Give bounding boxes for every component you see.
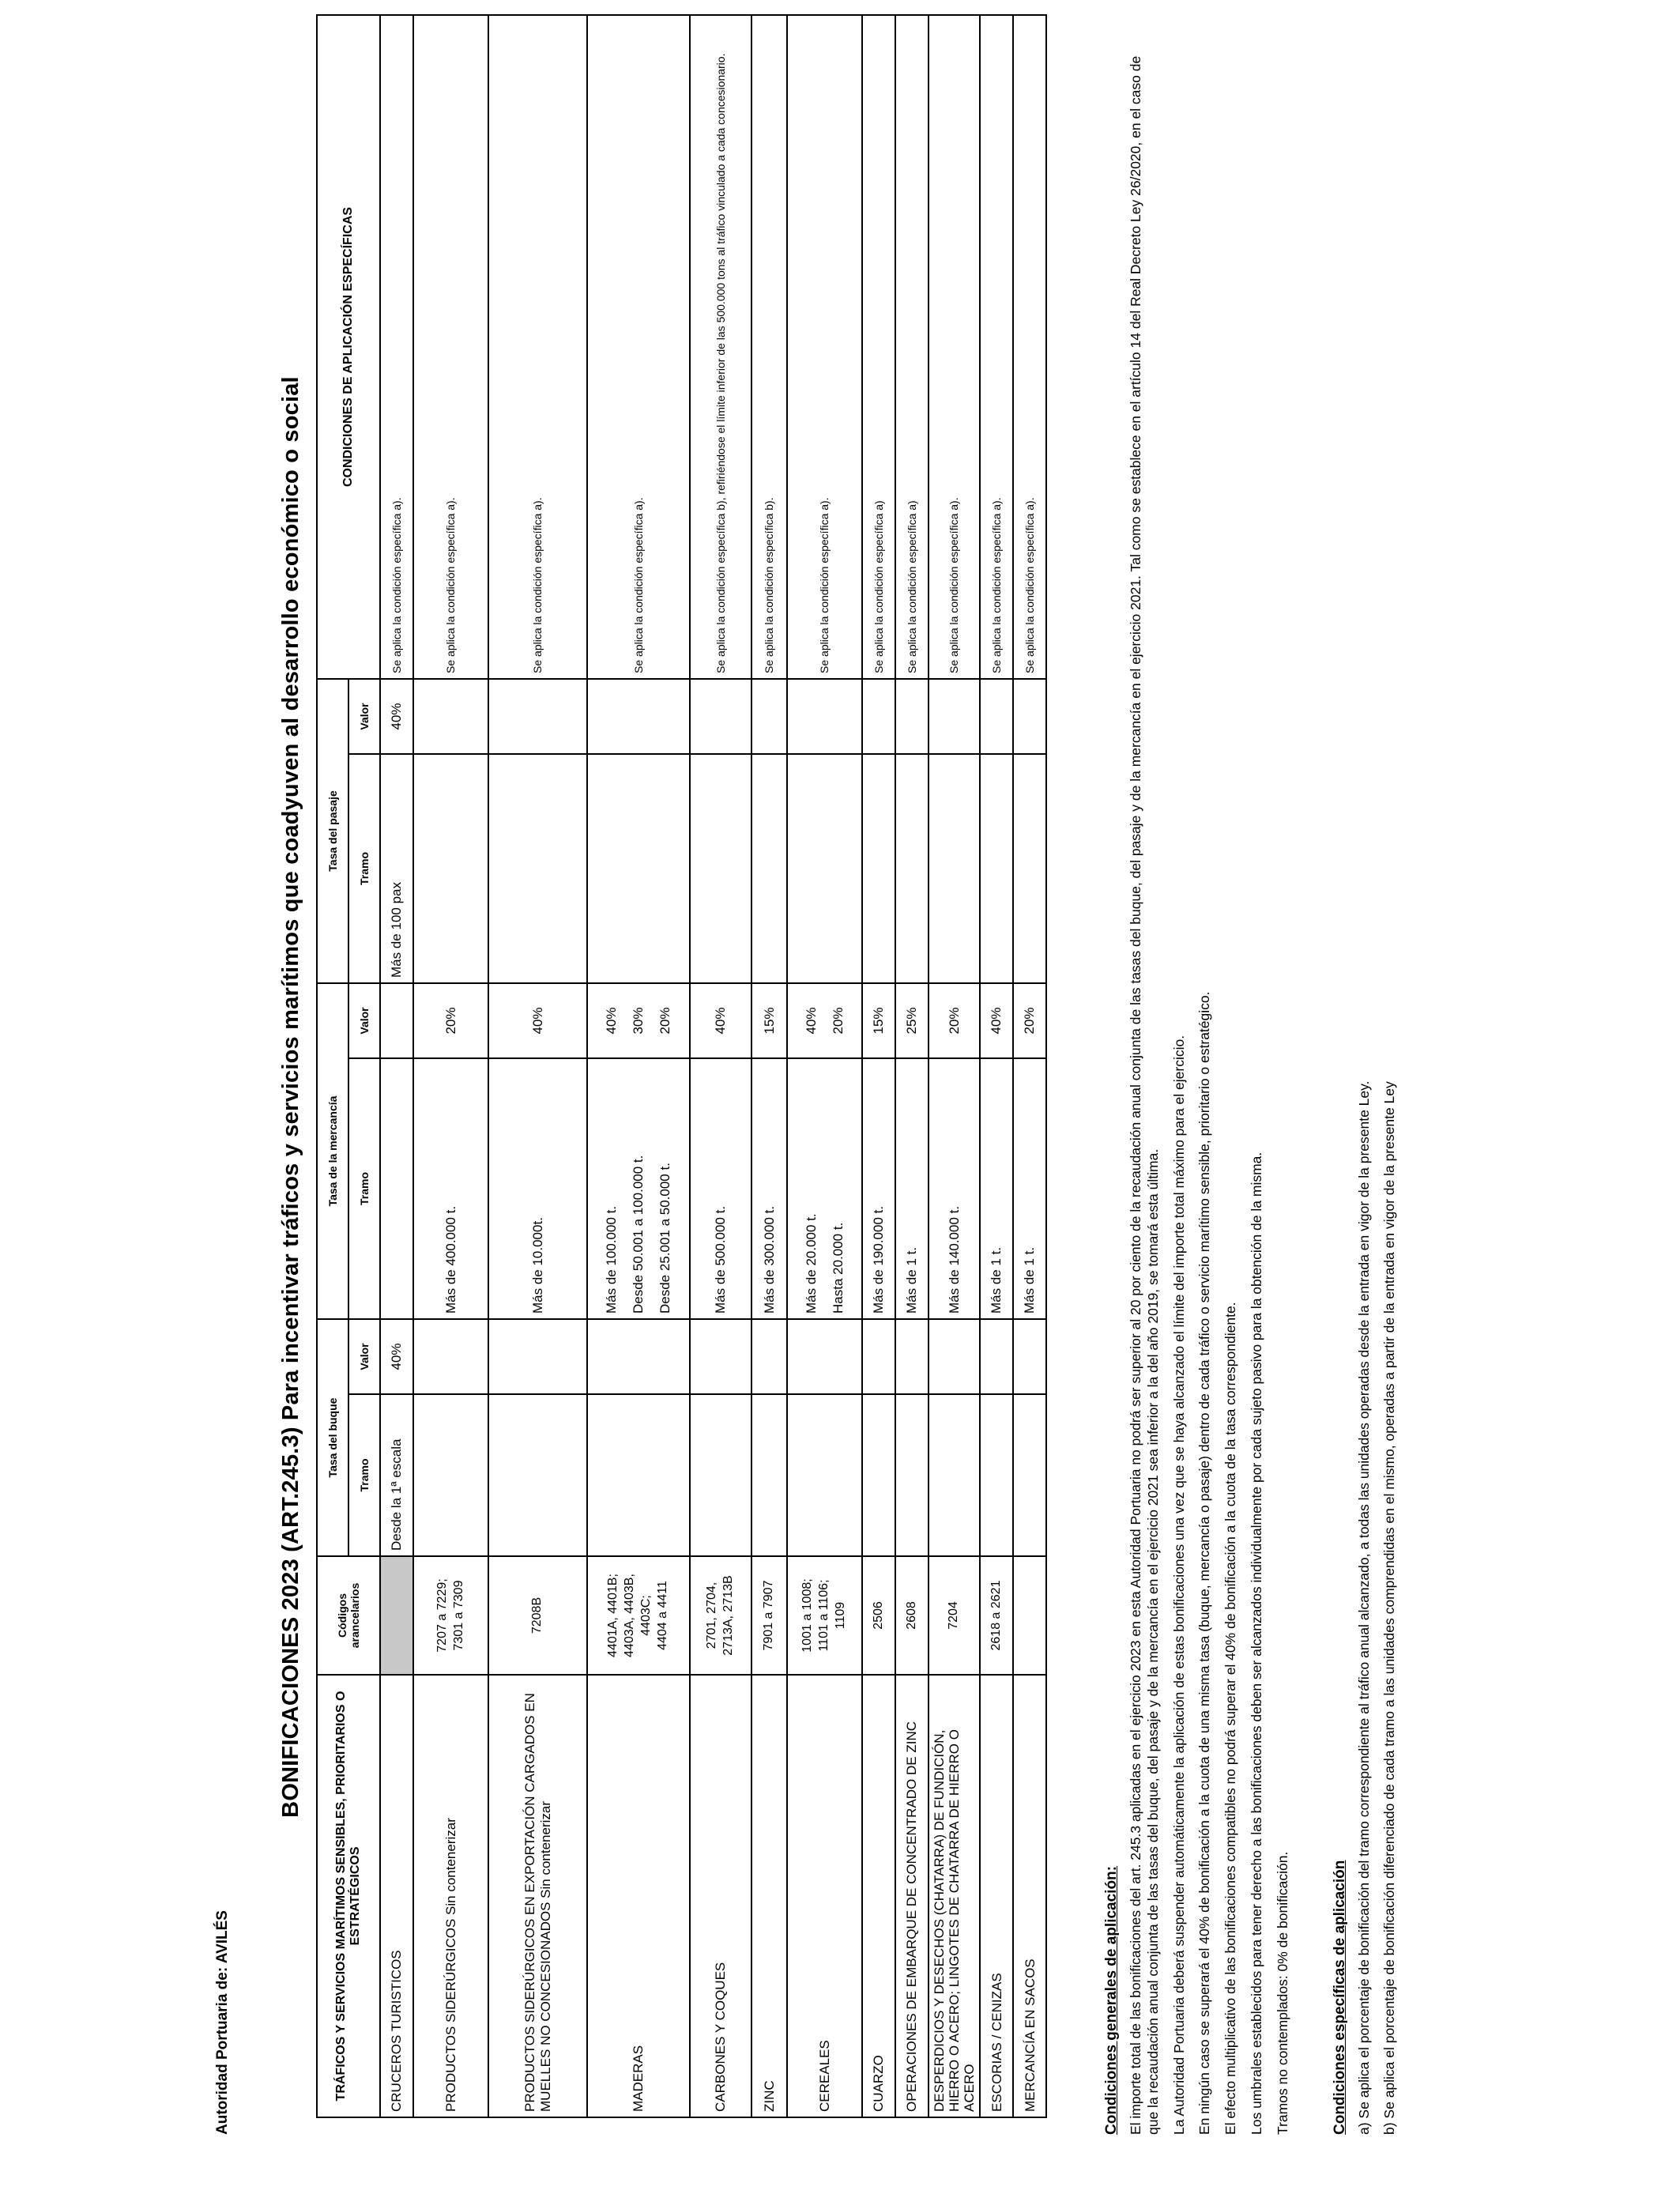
goods-tramo-cell — [862, 1058, 895, 1319]
header-goods-tramo: Tramo — [348, 1058, 380, 1319]
goods-valor-line: 20% — [1022, 1007, 1038, 1035]
header-ship-valor: Valor — [348, 1319, 380, 1394]
ship-tramo-cell — [980, 1394, 1013, 1556]
code-line: 4403C; — [639, 1595, 653, 1636]
pax-tramo-cell — [488, 754, 587, 983]
code-line: 4404 a 4411 — [655, 1581, 669, 1650]
pax-tramo-cell: Más de 100 pax — [380, 754, 413, 983]
codes-cell — [787, 1556, 862, 1675]
goods-valor-line: 15% — [871, 1007, 886, 1035]
pax-valor-cell — [413, 679, 488, 754]
ship-valor-cell — [751, 1319, 787, 1394]
pax-tramo-cell — [751, 754, 787, 983]
goods-tramo-cell — [787, 1058, 862, 1319]
conditions-cell: Se aplica la condición específica b). — [751, 15, 787, 679]
goods-valor-cell — [413, 983, 488, 1058]
traffic-cell: DESPERDICIOS Y DESECHOS (CHATARRA) DE FUNDICIÓN, HIERRO O ACERO; LINGOTES DE CHATARRA DE HIERRO O ACERO — [929, 1675, 980, 2117]
goods-valor-line: 40% — [529, 1007, 545, 1035]
goods-tramo-cell — [751, 1058, 787, 1319]
traffic-cell: CRUCEROS TURISTICOS — [380, 1675, 413, 2117]
code-line: 7208B — [530, 1596, 544, 1634]
ship-valor-cell — [690, 1319, 751, 1394]
pax-tramo-cell — [980, 754, 1013, 983]
specific-conditions — [1356, 48, 1399, 2135]
notes-section — [1102, 48, 1406, 2135]
codes-cell — [929, 1556, 980, 1675]
goods-tramo-line: Más de 10.000t. — [529, 1217, 545, 1314]
code-line: 4403A, 4403B, — [623, 1574, 637, 1657]
pax-valor-cell — [1013, 679, 1046, 754]
table-row — [929, 15, 980, 2117]
goods-valor-cell — [862, 983, 895, 1058]
pax-valor-cell — [488, 679, 587, 754]
pax-tramo-cell — [690, 754, 751, 983]
goods-valor-cell — [895, 983, 929, 1058]
ship-valor-cell — [587, 1319, 690, 1394]
goods-valor-line: 40% — [713, 1007, 728, 1035]
goods-valor-line: 20% — [657, 1007, 672, 1035]
goods-valor-cell — [980, 983, 1013, 1058]
goods-tramo-cell — [929, 1058, 980, 1319]
pax-valor-cell: 40% — [380, 679, 413, 754]
header-goods: Tasa de la mercancía — [317, 983, 348, 1319]
table-row — [895, 15, 929, 2117]
goods-valor-line: 40% — [803, 1007, 819, 1035]
goods-tramo-line: Más de 100.000 t. — [604, 1205, 619, 1314]
pax-tramo-cell — [929, 754, 980, 983]
table-row — [488, 15, 587, 2117]
goods-valor-line: 25% — [904, 1007, 919, 1035]
goods-valor-cell — [380, 983, 413, 1058]
pax-tramo-cell — [587, 754, 690, 983]
table-row — [587, 15, 690, 2117]
goods-tramo-line: Más de 1 t. — [904, 1246, 919, 1314]
specific-paragraph: a) Se aplica el porcentaje de bonificación del tramo correspondiente al tráfico anual alcanzado, a todas las unidades operadas desde la entrada en vigor de la presente Ley. — [1355, 1080, 1372, 2135]
goods-tramo-line: Más de 20.000 t. — [803, 1213, 819, 1314]
codes-cell — [862, 1556, 895, 1675]
goods-tramo-cell — [380, 1058, 413, 1319]
table-row — [1013, 15, 1046, 2117]
codes-cell — [413, 1556, 488, 1675]
code-line: 7204 — [947, 1601, 961, 1630]
pax-tramo-cell — [862, 754, 895, 983]
codes-cell — [895, 1556, 929, 1675]
goods-tramo-cell — [413, 1058, 488, 1319]
traffic-cell: PRODUCTOS SIDERÚRGICOS EN EXPORTACIÓN CARGADOS EN MUELLES NO CONCESIONADOS Sin contenerizar — [488, 1675, 587, 2117]
code-line: 1109 — [833, 1601, 847, 1630]
codes-cell — [488, 1556, 587, 1675]
goods-valor-cell — [751, 983, 787, 1058]
specific-conditions-heading: Condiciones específicas de aplicación — [1331, 1860, 1348, 2135]
pax-tramo-cell — [895, 754, 929, 983]
conditions-cell: Se aplica la condición específica b), refiriéndose el límite inferior de las 500.000 tons al tráfico vinculado a cada concesionario. — [690, 15, 751, 679]
pax-tramo-cell — [787, 754, 862, 983]
goods-tramo-line: Más de 500.000 t. — [713, 1205, 728, 1314]
goods-valor-line — [386, 989, 397, 1053]
pax-tramo-cell — [1013, 754, 1046, 983]
goods-tramo-line: Más de 300.000 t. — [761, 1205, 777, 1314]
ship-tramo-cell — [488, 1394, 587, 1556]
header-ship: Tasa del buque — [317, 1319, 348, 1556]
goods-tramo-line: Más de 1 t. — [989, 1246, 1004, 1314]
table-row — [413, 15, 488, 2117]
goods-tramo-line: Más de 400.000 t. — [443, 1205, 458, 1314]
code-line: 1001 a 1008; — [800, 1578, 815, 1653]
conditions-cell: Se aplica la condición específica a). — [787, 15, 862, 679]
codes-cell — [980, 1556, 1013, 1675]
traffic-cell: PRODUCTOS SIDERÚRGICOS Sin contenerizar — [413, 1675, 488, 2117]
goods-tramo-line: Desde 25.001 a 50.000 t. — [657, 1163, 672, 1314]
table-row — [751, 15, 787, 2117]
traffic-cell: ZINC — [751, 1675, 787, 2117]
pax-valor-cell — [929, 679, 980, 754]
table-row — [690, 15, 751, 2117]
ship-valor-cell — [413, 1319, 488, 1394]
general-paragraph: El importe total de las bonificaciones del art. 245.3 aplicadas en el ejercicio 2023 en esta Autoridad Portuaria no podrá ser superior al 20 por ciento de la recaudación anual conjunta de las tasas del buque, del pasaje y de la mercancía en el ejercicio 2021. Tal como se establece en el artículo 14 del Real Decreto Ley 26/2020, en el caso de que la recaudación anual conjunta de las tasas del buque, del pasaje y de la mercancía en el ejercicio 2021 sea inferior a la del año 2019, se tomará esta última. — [1127, 55, 1161, 2135]
code-line: 2713A, 2713B — [721, 1575, 735, 1656]
goods-valor-line: 40% — [604, 1007, 619, 1035]
ship-valor-cell — [929, 1319, 980, 1394]
table-row — [787, 15, 862, 2117]
ship-tramo-cell — [895, 1394, 929, 1556]
ship-valor-cell — [488, 1319, 587, 1394]
header-conditions: CONDICIONES DE APLICACIÓN ESPECÍFICAS — [317, 15, 380, 679]
table-row — [862, 15, 895, 2117]
table-body — [380, 15, 1046, 2117]
page-title: BONIFICACIONES 2023 (ART.245.3) Para incentivar tráficos y servicios marítimos que coadyuven al desarrollo económico o social — [278, 376, 303, 1818]
conditions-cell: Se aplica la condición específica a). — [1013, 15, 1046, 679]
code-line: 7301 a 7309 — [451, 1580, 465, 1651]
code-line: 2618 a 2621 — [989, 1580, 1003, 1651]
general-conditions-heading: Condiciones generales de aplicación: — [1103, 1866, 1120, 2135]
goods-tramo-cell — [587, 1058, 690, 1319]
goods-tramo-cell — [690, 1058, 751, 1319]
conditions-cell: Se aplica la condición específica a) — [895, 15, 929, 679]
goods-tramo-line: Más de 1 t. — [1022, 1246, 1038, 1314]
codes-cell — [690, 1556, 751, 1675]
goods-tramo-cell — [1013, 1058, 1046, 1319]
ship-valor-cell — [895, 1319, 929, 1394]
pax-tramo-cell — [413, 754, 488, 983]
specific-paragraph: b) Se aplica el porcentaje de bonificación diferenciado de cada tramo a las unidades comprendidas en el mismo, operadas a partir de la entrada en vigor de la presente Ley — [1381, 1081, 1397, 2135]
codes-cell — [587, 1556, 690, 1675]
goods-tramo-cell — [895, 1058, 929, 1319]
conditions-cell: Se aplica la condición específica a). — [413, 15, 488, 679]
code-line: 7207 a 7229; — [435, 1578, 449, 1653]
ship-tramo-cell — [690, 1394, 751, 1556]
ship-valor-cell — [787, 1319, 862, 1394]
goods-valor-line: 30% — [631, 1007, 646, 1035]
header-pax-valor: Valor — [348, 679, 380, 754]
ship-tramo-cell — [587, 1394, 690, 1556]
table-row — [380, 15, 413, 2117]
ship-valor-cell — [862, 1319, 895, 1394]
general-paragraph: Tramos no contemplados: 0% de bonificación. — [1275, 1851, 1290, 2135]
goods-valor-line: 20% — [443, 1007, 458, 1035]
pax-valor-cell — [690, 679, 751, 754]
traffic-cell: CARBONES Y COQUES — [690, 1675, 751, 2117]
code-line: 7901 a 7907 — [762, 1580, 776, 1651]
conditions-cell: Se aplica la condición específica a). — [380, 15, 413, 679]
goods-tramo-line: Más de 190.000 t. — [871, 1205, 886, 1314]
table-row — [980, 15, 1013, 2117]
pax-valor-cell — [751, 679, 787, 754]
general-paragraph: En ningún caso se superará el 40% de bonificación a la cuota de una misma tasa (buque, mercancía o pasaje) dentro de cada tráfico o servicio marítimo sensible, prioritario o estratégico. — [1196, 991, 1213, 2135]
goods-tramo-line: Hasta 20.000 t. — [830, 1222, 846, 1314]
goods-valor-cell — [1013, 983, 1046, 1058]
header-goods-valor: Valor — [348, 983, 380, 1058]
goods-tramo-line: Desde 50.001 a 100.000 t. — [631, 1155, 646, 1314]
goods-tramo-line: Más de 140.000 t. — [946, 1205, 962, 1314]
traffic-cell: CUARZO — [862, 1675, 895, 2117]
traffic-cell: MERCANCÍA EN SACOS — [1013, 1675, 1046, 2117]
conditions-cell: Se aplica la condición específica a). — [929, 15, 980, 679]
goods-valor-line: 15% — [761, 1007, 777, 1035]
conditions-cell: Se aplica la condición específica a). — [980, 15, 1013, 679]
traffic-cell: MADERAS — [587, 1675, 690, 2117]
pax-valor-cell — [787, 679, 862, 754]
conditions-cell: Se aplica la condición específica a). — [587, 15, 690, 679]
pax-valor-cell — [980, 679, 1013, 754]
goods-valor-cell — [929, 983, 980, 1058]
code-line: 2701, 2704, — [705, 1581, 719, 1649]
codes-cell — [1013, 1556, 1046, 1675]
goods-tramo-cell — [488, 1058, 587, 1319]
ship-valor-cell: 40% — [380, 1319, 413, 1394]
goods-valor-line: 40% — [989, 1007, 1004, 1035]
ship-tramo-cell — [1013, 1394, 1046, 1556]
header-codes: Códigos arancelarios — [317, 1556, 380, 1675]
code-line: 1101 a 1106; — [817, 1579, 831, 1652]
bonus-table — [316, 14, 1047, 2118]
conditions-cell: Se aplica la condición específica a) — [862, 15, 895, 679]
codes-cell — [751, 1556, 787, 1675]
goods-valor-line: 20% — [946, 1007, 962, 1035]
pax-valor-cell — [895, 679, 929, 754]
header-passenger: Tasa del pasaje — [317, 679, 348, 983]
ship-valor-cell — [1013, 1319, 1046, 1394]
ship-tramo-cell — [787, 1394, 862, 1556]
traffic-cell: ESCORIAS / CENIZAS — [980, 1675, 1013, 2117]
goods-tramo-line — [386, 1064, 397, 1314]
goods-valor-line — [397, 989, 408, 1053]
general-paragraph: La Autoridad Portuaria deberá suspender automáticamente la aplicación de estas bonificaciones una vez que se haya alcanzado el límite del importe total máximo para el ejercicio. — [1170, 1035, 1187, 2135]
pax-valor-cell — [862, 679, 895, 754]
goods-valor-line: 20% — [830, 1007, 846, 1035]
header-pax-tramo: Tramo — [348, 754, 380, 983]
ship-tramo-cell — [751, 1394, 787, 1556]
codes-cell — [380, 1556, 413, 1675]
conditions-cell: Se aplica la condición específica a). — [488, 15, 587, 679]
code-line: 2506 — [871, 1601, 885, 1630]
traffic-cell: OPERACIONES DE EMBARQUE DE CONCENTRADO DE ZINC — [895, 1675, 929, 2117]
traffic-cell: CEREALES — [787, 1675, 862, 2117]
code-line: 2608 — [904, 1601, 918, 1630]
general-conditions — [1128, 48, 1292, 2135]
ship-valor-cell — [980, 1319, 1013, 1394]
goods-valor-cell — [787, 983, 862, 1058]
port-authority-label: Autoridad Portuaria de: AVILÉS — [214, 1910, 231, 2135]
pax-valor-cell — [587, 679, 690, 754]
general-paragraph: Los umbrales establecidos para tener derecho a las bonificaciones deben ser alcanzados individualmente por cada sujeto pasivo para la obtención de la misma. — [1249, 1152, 1265, 2135]
goods-valor-cell — [690, 983, 751, 1058]
goods-valor-cell — [587, 983, 690, 1058]
header-traffic: TRÁFICOS Y SERVICIOS MARÍTIMOS SENSIBLES, PRIORITARIOS O ESTRATÉGICOS — [317, 1675, 380, 2117]
goods-valor-cell — [488, 983, 587, 1058]
ship-tramo-cell: Desde la 1ª escala — [380, 1394, 413, 1556]
general-paragraph: El efecto multiplicativo de las bonificaciones compatibles no podrá superar el 40% de bonificación a la cuota de la tasa correspondiente. — [1222, 1302, 1239, 2135]
ship-tramo-cell — [413, 1394, 488, 1556]
goods-tramo-line — [397, 1064, 408, 1314]
code-line: 4401A, 4401B; — [606, 1574, 620, 1657]
ship-tramo-cell — [862, 1394, 895, 1556]
ship-tramo-cell — [929, 1394, 980, 1556]
header-ship-tramo: Tramo — [348, 1394, 380, 1556]
goods-tramo-cell — [980, 1058, 1013, 1319]
